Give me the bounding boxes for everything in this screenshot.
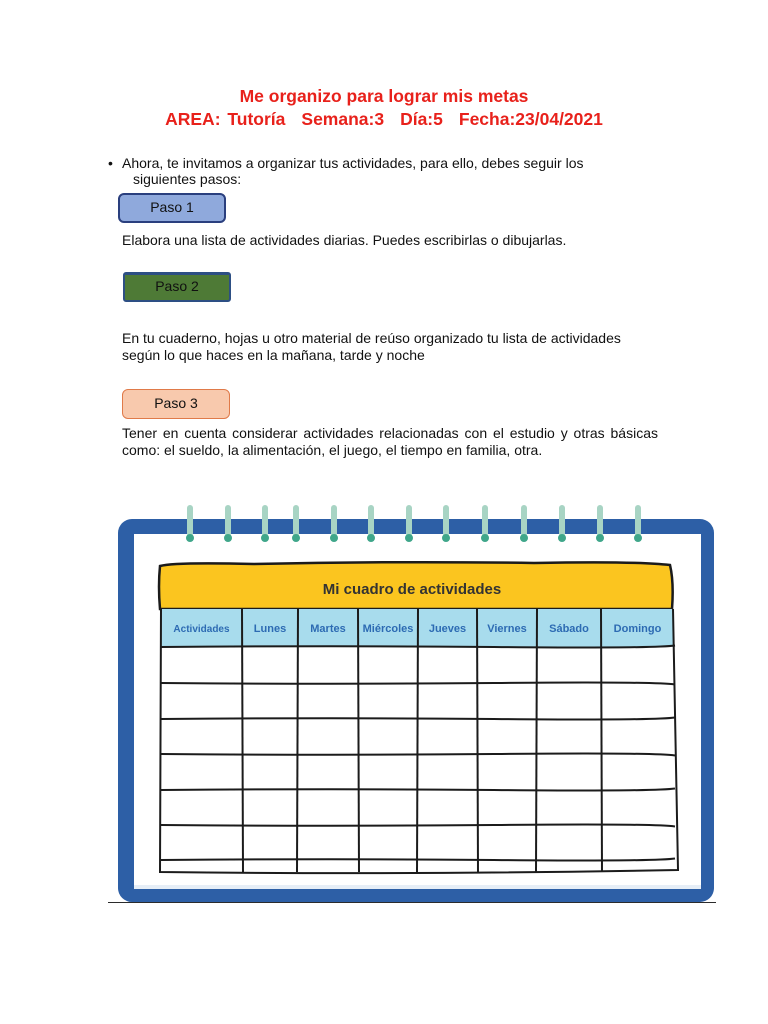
ring-bar	[521, 505, 527, 537]
spiral-ring	[186, 505, 194, 541]
column-header-2: Lunes	[253, 623, 287, 635]
page-title: Me organizo para lograr mis metas	[239, 86, 529, 106]
page-baseline	[108, 902, 716, 903]
spiral-ring	[634, 505, 642, 541]
step-3-badge: Paso 3	[122, 389, 230, 419]
ring-hole	[596, 534, 604, 542]
spiral-ring	[442, 505, 450, 541]
spiral-ring	[261, 505, 269, 541]
ring-hole	[186, 534, 194, 542]
table-row-divider	[161, 825, 675, 827]
ring-bar	[482, 505, 488, 537]
step-3-text: Tener en cuenta considerar actividades relacionadas con el estudio y otras básicas como: el sueldo, la alimentación, el juego, el tiempo en familia, otra.	[122, 425, 658, 458]
area-label: AREA: Tutoría	[165, 109, 286, 129]
step-2-text	[122, 330, 658, 363]
step-1-text: Elabora una lista de actividades diarias. Puedes escribirlas o dibujarlas.	[122, 232, 567, 248]
ring-hole	[224, 534, 232, 542]
column-header-1: Actividades	[173, 624, 230, 635]
table-column-divider	[417, 609, 418, 872]
table-row-divider	[161, 754, 675, 756]
table-title: Mi cuadro de actividades	[322, 581, 502, 598]
ring-hole	[442, 534, 450, 542]
spiral-ring	[520, 505, 528, 541]
subtitle-line	[0, 109, 768, 130]
ring-bar	[331, 505, 337, 537]
step-2-badge: Paso 2	[123, 272, 231, 302]
table-row-divider	[161, 718, 675, 720]
spiral-ring	[367, 505, 375, 541]
spiral-ring	[481, 505, 489, 541]
bullet-icon: •	[108, 155, 113, 171]
ring-bar	[368, 505, 374, 537]
column-header-8: Domingo	[613, 623, 662, 635]
table-column-divider	[536, 609, 537, 872]
ring-bar	[187, 505, 193, 537]
ring-hole	[292, 534, 300, 542]
semana-label: Semana:3	[301, 109, 385, 129]
column-header-5: Jueves	[428, 623, 467, 635]
spiral-ring	[292, 505, 300, 541]
ring-bar	[635, 505, 641, 537]
ring-hole	[405, 534, 413, 542]
column-header-4: Miércoles	[362, 623, 414, 635]
ring-bar	[559, 505, 565, 537]
spiral-ring	[224, 505, 232, 541]
ring-hole	[261, 534, 269, 542]
column-header-3: Martes	[310, 623, 346, 635]
table-row-divider	[161, 789, 675, 791]
table-column-divider	[477, 609, 478, 872]
step-2-text-line-1: En tu cuaderno, hojas u otro material de reúso organizado tu lista de actividades	[122, 330, 621, 346]
table-column-divider	[297, 609, 298, 872]
table-row-divider	[161, 683, 675, 685]
step-2-text-line-2: según lo que haces en la mañana, tarde y noche	[122, 346, 425, 363]
ring-hole	[520, 534, 528, 542]
fecha-label: Fecha:23/04/2021	[458, 109, 603, 129]
spiral-ring	[405, 505, 413, 541]
ring-hole	[367, 534, 375, 542]
ring-hole	[481, 534, 489, 542]
spiral-ring	[558, 505, 566, 541]
dia-label: Día:5	[400, 109, 443, 129]
intro-paragraph	[108, 155, 668, 187]
spiral-ring	[330, 505, 338, 541]
ring-bar	[406, 505, 412, 537]
table-column-divider	[242, 609, 243, 872]
ring-hole	[330, 534, 338, 542]
ring-bar	[597, 505, 603, 537]
ring-bar	[443, 505, 449, 537]
intro-line-2: siguientes pasos:	[133, 171, 242, 187]
intro-line-1: Ahora, te invitamos a organizar tus actividades, para ello, debes seguir los	[122, 155, 584, 171]
table-row-divider	[161, 859, 675, 861]
ring-bar	[225, 505, 231, 537]
ring-hole	[558, 534, 566, 542]
table-column-divider	[358, 609, 359, 872]
activities-table	[134, 534, 701, 889]
column-header-6: Viernes	[487, 623, 527, 635]
step-1-badge: Paso 1	[118, 193, 226, 223]
notebook-page	[134, 534, 701, 889]
ring-bar	[262, 505, 268, 537]
notebook-frame	[118, 519, 714, 902]
column-header-7: Sábado	[549, 623, 589, 635]
spiral-ring	[596, 505, 604, 541]
ring-bar	[293, 505, 299, 537]
ring-hole	[634, 534, 642, 542]
